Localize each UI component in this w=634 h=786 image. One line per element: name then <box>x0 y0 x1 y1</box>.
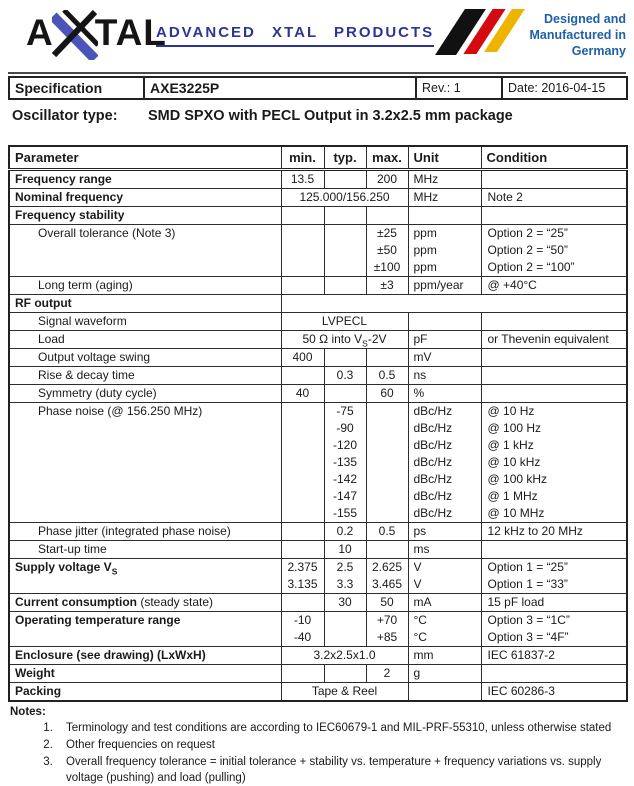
param-cell: Output voltage swing <box>9 348 281 366</box>
condition-cell: 15 pF load <box>481 593 627 611</box>
unit-cell <box>408 206 481 224</box>
merged-value-cell: LVPECL <box>281 312 408 330</box>
note-item: 1. Terminology and test conditions are according to IEC60679-1 and MIL-PRF-55310, unless otherwise stated <box>56 720 626 736</box>
unit-cell: dBc/Hz dBc/Hz dBc/Hz dBc/Hz dBc/Hz dBc/Hz dBc/Hz <box>408 402 481 522</box>
min-cell: 40 <box>281 384 324 402</box>
header <box>8 6 626 70</box>
typ-cell: 0.2 <box>324 522 366 540</box>
min-cell: -10 -40 <box>281 611 324 646</box>
merged-value-cell: 3.2x2.5x1.0 <box>281 646 408 664</box>
table-row <box>9 330 627 348</box>
param-cell: Signal waveform <box>9 312 281 330</box>
max-cell: 50 <box>366 593 408 611</box>
made-in-germany-block <box>442 8 626 59</box>
param-cell: Nominal frequency <box>9 188 281 206</box>
typ-cell <box>324 206 366 224</box>
table-row <box>9 312 627 330</box>
param-cell: Enclosure (see drawing) (LxWxH) <box>9 646 281 664</box>
unit-cell: % <box>408 384 481 402</box>
table-row <box>9 294 627 312</box>
min-cell <box>281 206 324 224</box>
condition-cell <box>481 664 627 682</box>
spec-row <box>9 77 627 99</box>
typ-cell <box>324 384 366 402</box>
condition-cell: Option 3 = “1C” Option 3 = “4F” <box>481 611 627 646</box>
merged-value-cell: Tape & Reel <box>281 682 408 701</box>
unit-cell: ns <box>408 366 481 384</box>
table-row <box>9 558 627 593</box>
min-cell <box>281 593 324 611</box>
table-row <box>9 276 627 294</box>
max-cell <box>366 540 408 558</box>
table-row <box>9 646 627 664</box>
unit-cell: MHz <box>408 188 481 206</box>
max-cell <box>366 402 408 522</box>
unit-cell: pF <box>408 330 481 348</box>
param-cell: Load <box>9 330 281 348</box>
unit-cell: °C °C <box>408 611 481 646</box>
revision-cell: Rev.: 1 <box>416 77 502 99</box>
unit-cell: g <box>408 664 481 682</box>
germany-flag-icon <box>442 8 520 56</box>
notes-section <box>8 706 626 786</box>
min-cell: 13.5 <box>281 169 324 188</box>
unit-cell: mm <box>408 646 481 664</box>
max-cell: ±25 ±50 ±100 <box>366 224 408 276</box>
min-cell <box>281 540 324 558</box>
typ-cell: -75 -90 -120 -135 -142 -147 -155 <box>324 402 366 522</box>
max-cell: ±3 <box>366 276 408 294</box>
max-cell <box>366 206 408 224</box>
spec-label-cell: Specification <box>9 77 144 99</box>
param-cell: Symmetry (duty cycle) <box>9 384 281 402</box>
date-cell: Date: 2016-04-15 <box>502 77 627 99</box>
unit-cell: ps <box>408 522 481 540</box>
param-cell: Phase jitter (integrated phase noise) <box>9 522 281 540</box>
max-cell <box>366 348 408 366</box>
condition-cell: IEC 60286-3 <box>481 682 627 701</box>
table-row <box>9 522 627 540</box>
condition-cell <box>481 348 627 366</box>
unit-cell <box>408 312 481 330</box>
condition-cell <box>481 206 627 224</box>
table-row <box>9 224 627 276</box>
condition-cell <box>481 169 627 188</box>
col-typ: typ. <box>324 146 366 169</box>
unit-cell: ppm/year <box>408 276 481 294</box>
min-cell <box>281 664 324 682</box>
unit-cell <box>408 682 481 701</box>
condition-cell: Option 1 = “25” Option 1 = “33” <box>481 558 627 593</box>
col-condition: Condition <box>481 146 627 169</box>
col-unit: Unit <box>408 146 481 169</box>
axtal-logo <box>26 10 167 60</box>
logo-x-icon <box>52 10 98 60</box>
oscillator-type-value: SMD SPXO with PECL Output in 3.2x2.5 mm package <box>148 108 513 124</box>
unit-cell: MHz <box>408 169 481 188</box>
min-cell <box>281 522 324 540</box>
notes-title: Notes: <box>10 705 46 718</box>
note-item: 2. Other frequencies on request <box>56 737 626 753</box>
col-parameter: Parameter <box>9 146 281 169</box>
param-cell: Frequency stability <box>9 206 281 224</box>
condition-cell: @ 10 Hz @ 100 Hz @ 1 kHz @ 10 kHz @ 100 kHz @ 1 MHz @ 10 MHz <box>481 402 627 522</box>
condition-cell <box>481 366 627 384</box>
table-row <box>9 611 627 646</box>
min-cell <box>281 276 324 294</box>
parameter-table <box>8 145 628 702</box>
max-cell: 2 <box>366 664 408 682</box>
typ-cell: 10 <box>324 540 366 558</box>
unit-cell: V V <box>408 558 481 593</box>
part-number-cell: AXE3225P <box>144 77 416 99</box>
condition-cell: or Thevenin equivalent <box>481 330 627 348</box>
max-cell: +70 +85 <box>366 611 408 646</box>
parameter-table-body <box>9 169 627 701</box>
logo-letter-a: A <box>26 12 54 53</box>
max-cell: 2.625 3.465 <box>366 558 408 593</box>
notes-list <box>8 720 626 786</box>
logo-letters-tal: TAL <box>94 12 167 53</box>
unit-cell: ms <box>408 540 481 558</box>
note-item: 3. Overall frequency tolerance = initial tolerance + stability vs. temperature + frequency variations vs. supply voltage (pushing) and load (pulling) <box>56 754 626 786</box>
spec-table <box>8 76 628 100</box>
typ-cell <box>324 224 366 276</box>
condition-cell: Option 2 = “25” Option 2 = “50” Option 2 = “100” <box>481 224 627 276</box>
table-row <box>9 206 627 224</box>
max-cell: 0.5 <box>366 522 408 540</box>
unit-cell: mA <box>408 593 481 611</box>
param-cell: Long term (aging) <box>9 276 281 294</box>
min-cell <box>281 366 324 384</box>
min-cell: 2.375 3.135 <box>281 558 324 593</box>
table-row <box>9 682 627 701</box>
merged-value-cell: 125.000/156.250 <box>281 188 408 206</box>
min-cell <box>281 402 324 522</box>
typ-cell: 2.5 3.3 <box>324 558 366 593</box>
merged-value-cell: 50 Ω into $V_S-2V$ <box>281 330 408 348</box>
typ-cell <box>324 664 366 682</box>
typ-cell: 0.3 <box>324 366 366 384</box>
param-cell: Overall tolerance (Note 3) <box>9 224 281 276</box>
brand-tagline: ADVANCED XTAL PRODUCTS <box>156 24 434 47</box>
table-row <box>9 540 627 558</box>
table-row <box>9 348 627 366</box>
condition-cell: 12 kHz to 20 MHz <box>481 522 627 540</box>
unit-cell: mV <box>408 348 481 366</box>
condition-cell: @ +40°C <box>481 276 627 294</box>
table-row <box>9 402 627 522</box>
table-row <box>9 593 627 611</box>
table-row <box>9 188 627 206</box>
min-cell <box>281 224 324 276</box>
param-cell: Phase noise (@ 156.250 MHz) <box>9 402 281 522</box>
oscillator-type-label: Oscillator type: <box>12 108 118 124</box>
param-cell: Packing <box>9 682 281 701</box>
param-cell: Weight <box>9 664 281 682</box>
table-row <box>9 169 627 188</box>
table-row <box>9 664 627 682</box>
typ-cell <box>324 611 366 646</box>
unit-cell: ppm ppm ppm <box>408 224 481 276</box>
typ-cell <box>324 276 366 294</box>
condition-cell <box>481 312 627 330</box>
param-cell: Rise & decay time <box>9 366 281 384</box>
made-in-text: Designed and Manufactured in Germany <box>529 12 626 58</box>
table-row <box>9 384 627 402</box>
oscillator-type-row <box>8 104 626 128</box>
param-cell: Current consumption (steady state) <box>9 593 281 611</box>
max-cell: 60 <box>366 384 408 402</box>
param-cell: RF output <box>9 294 281 312</box>
header-rule <box>8 72 626 74</box>
param-cell: Supply voltage $V_S$ <box>9 558 281 593</box>
condition-cell: IEC 61837-2 <box>481 646 627 664</box>
param-cell: Operating temperature range <box>9 611 281 646</box>
typ-cell <box>324 169 366 188</box>
min-cell: 400 <box>281 348 324 366</box>
condition-cell: Note 2 <box>481 188 627 206</box>
condition-cell <box>481 384 627 402</box>
condition-cell <box>481 540 627 558</box>
param-cell: Start-up time <box>9 540 281 558</box>
param-cell: Frequency range <box>9 169 281 188</box>
typ-cell <box>324 348 366 366</box>
table-row <box>9 366 627 384</box>
typ-cell: 30 <box>324 593 366 611</box>
max-cell: 200 <box>366 169 408 188</box>
parameter-table-header <box>9 146 627 169</box>
max-cell: 0.5 <box>366 366 408 384</box>
col-min: min. <box>281 146 324 169</box>
merged-empty-cell <box>281 294 627 312</box>
col-max: max. <box>366 146 408 169</box>
